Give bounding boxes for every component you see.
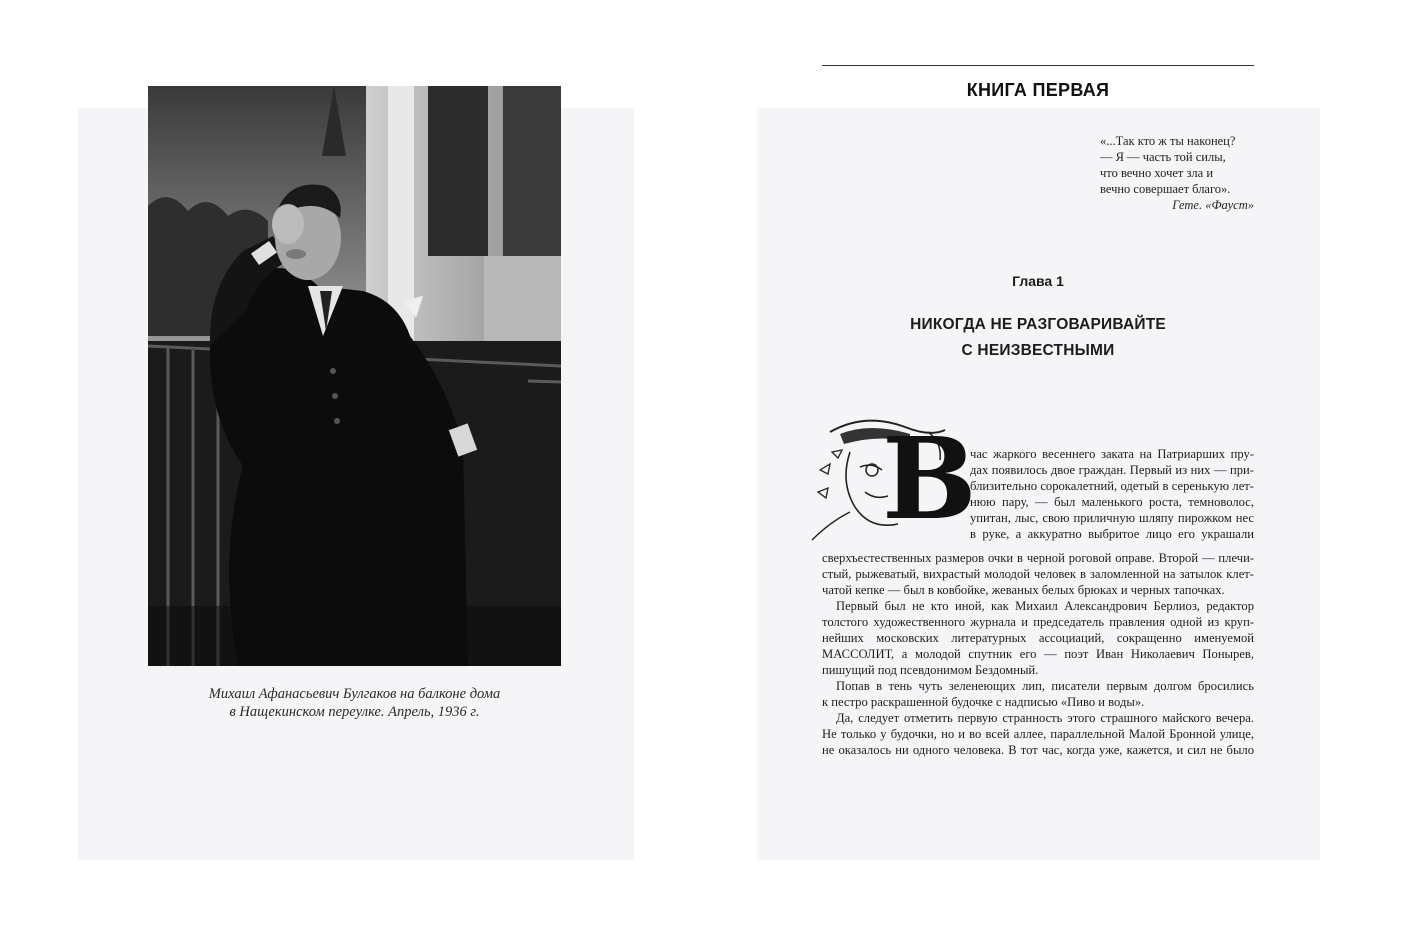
text-line: не оказалось ни одного человека. В тот час, когда уже, кажется, и сил не было	[822, 743, 1254, 757]
text-line: нейших московских литературных ассоциаций, сокращенно именуемой	[822, 631, 1254, 645]
chapter-label: Глава 1	[1012, 273, 1064, 289]
chapter-title-line: С НЕИЗВЕСТНЫМИ	[961, 342, 1115, 359]
header-rule	[822, 65, 1254, 66]
text-line: пишущий под псевдонимом Бездомный.	[822, 663, 1039, 677]
drop-cap-letter: В	[882, 414, 977, 545]
epigraph-line: — Я — часть той силы,	[1100, 150, 1226, 164]
text-line: к пестро раскрашенной будочке с надписью «Пиво и воды».	[822, 695, 1145, 709]
caption-line: Михаил Афанасьевич Булгаков на балконе дома	[208, 686, 501, 702]
chapter-title-line: НИКОГДА НЕ РАЗГОВАРИВАЙТЕ	[910, 316, 1166, 333]
portrait-photo	[148, 86, 561, 666]
epigraph-line: вечно совершает благо».	[1100, 182, 1231, 196]
photo-caption	[148, 685, 561, 721]
epigraph	[1100, 133, 1260, 213]
text-line: Попав в тень чуть зеленеющих лип, писатели первым долгом бросились	[836, 679, 1254, 693]
text-line: в руке, а аккуратно выбритое лицо его украшали	[970, 527, 1254, 541]
epigraph-line: «...Так кто ж ты наконец?	[1100, 134, 1236, 148]
book-title: КНИГА ПЕРВАЯ	[966, 80, 1110, 100]
text-line: сверхъестественных размеров очки в черной роговой оправе. Второй — плечи-	[822, 551, 1254, 565]
text-line: нюю пару, — был маленького роста, темноволос,	[970, 495, 1254, 509]
text-line: близительно сорокалетний, одетый в серенькую лет-	[970, 479, 1254, 493]
text-line: чатой кепке — был в ковбойке, жеваных белых брюках и черных тапочках.	[822, 583, 1225, 597]
text-line: толстого художественного журнала и председатель правления одной из круп-	[822, 615, 1254, 629]
drop-cap-illustration	[810, 412, 977, 548]
text-line: стый, рыжеватый, вихрастый молодой человек в заломленной на затылок клет-	[822, 567, 1254, 581]
text-line: МАССОЛИТ, а молодой спутник его — поэт Иван Николаевич Понырев,	[822, 647, 1254, 661]
epigraph-attribution: Гете. «Фауст»	[1172, 198, 1254, 212]
text-line: упитан, лыс, свою приличную шляпу пирожком нес	[970, 511, 1254, 525]
text-line: Первый был не кто иной, как Михаил Александрович Берлиоз, редактор	[836, 599, 1254, 613]
epigraph-line: что вечно хочет зла и	[1100, 166, 1214, 180]
text-line: Да, следует отметить первую странность этого страшного майского вечера.	[836, 711, 1254, 725]
chapter-title	[822, 312, 1254, 364]
text-line: дах появилось двое граждан. Первый из них — при-	[970, 463, 1254, 477]
text-line: час жаркого весеннего заката на Патриарших пру-	[970, 447, 1254, 461]
caption-line: в Нащекинском переулке. Апрель, 1936 г.	[229, 704, 480, 720]
text-line: Не только у будочки, но и во всей аллее, параллельной Малой Бронной улице,	[822, 727, 1254, 741]
